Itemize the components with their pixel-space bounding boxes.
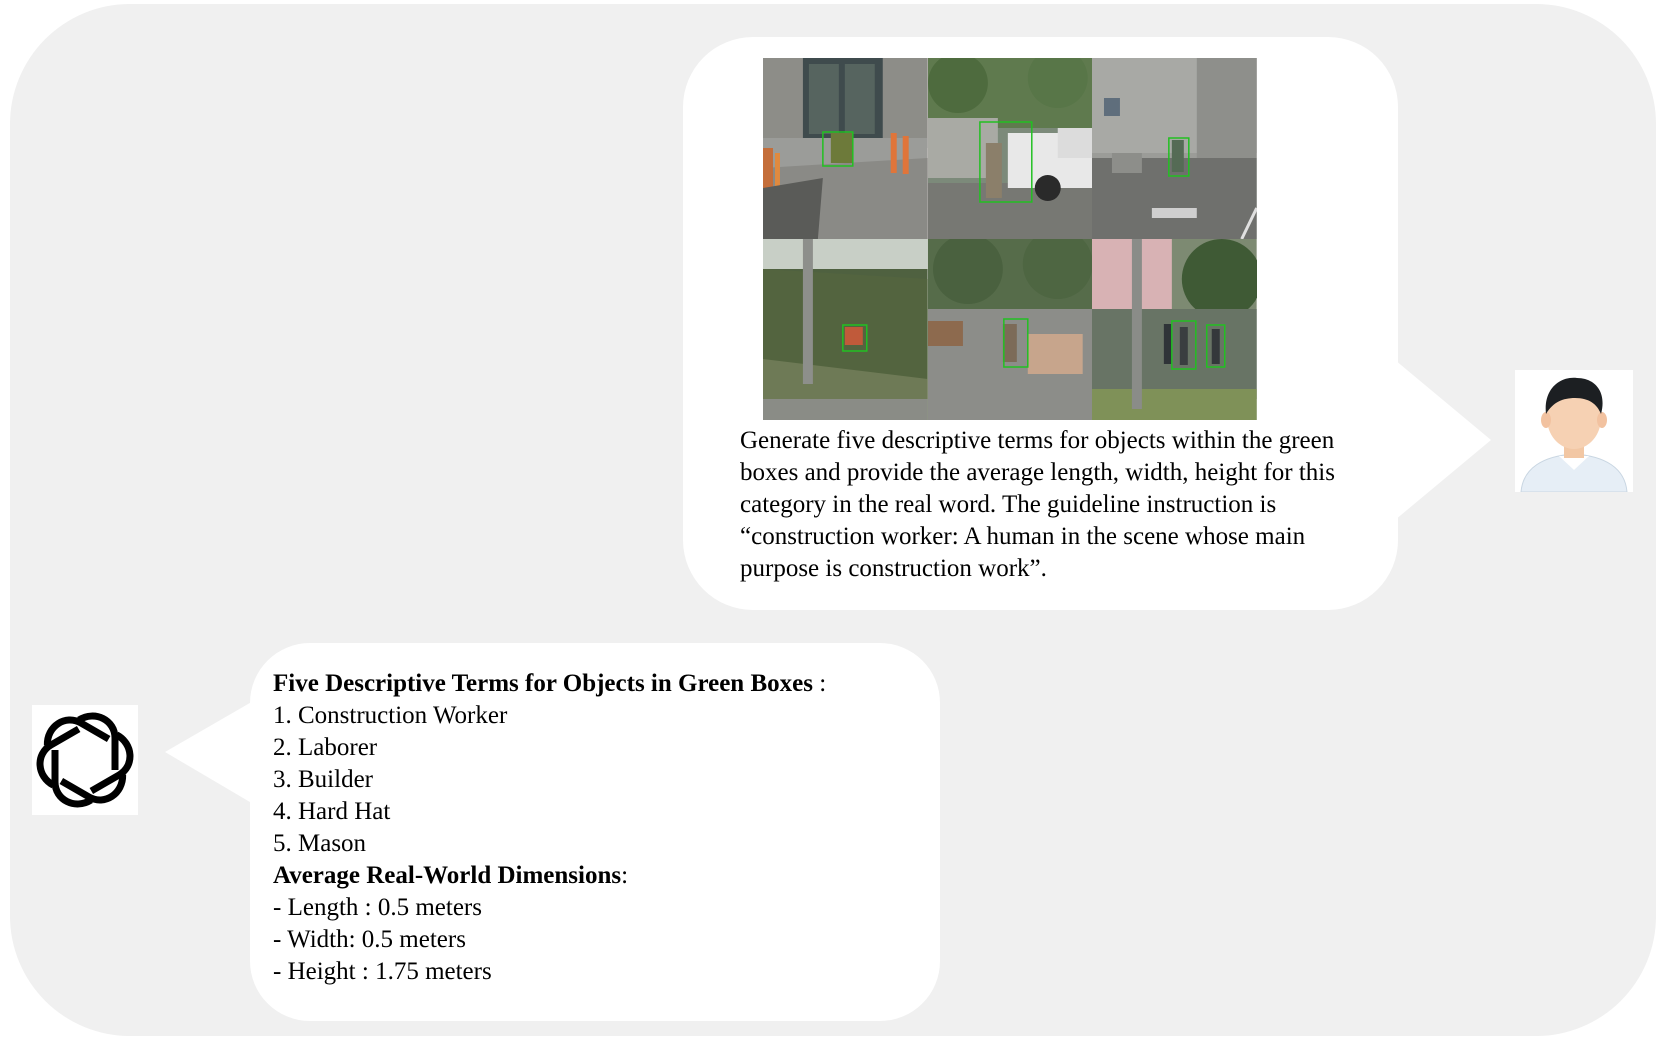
dims-heading-suffix: : (621, 862, 629, 889)
user-bubble-tail (1395, 360, 1491, 520)
dimension-item: - Height : 1.75 meters (273, 958, 492, 985)
terms-heading-suffix: : (812, 670, 827, 697)
prompt-line: category in the real word. The guideline instruction is (740, 491, 1277, 518)
scene-image-rainy-street (1092, 58, 1257, 239)
prompt-line: “construction worker: A human in the scene whose main (740, 523, 1306, 550)
scene-image-grassy-slope (763, 239, 928, 420)
scene-image-workers-pole (1092, 239, 1257, 420)
dims-heading: Average Real-World Dimensions (273, 862, 622, 889)
scene-image-road-barriers (928, 239, 1093, 420)
terms-heading-line (273, 668, 913, 700)
term-item: 3. Builder (273, 766, 373, 793)
scene-image-street-truck (928, 58, 1093, 239)
prompt-line: purpose is construction work”. (740, 555, 1047, 582)
dims-heading-line (273, 860, 913, 892)
openai-logo-icon (32, 705, 138, 815)
prompt-line: boxes and provide the average length, width, height for this (740, 459, 1335, 486)
user-avatar-icon (1515, 370, 1633, 492)
term-item: 5. Mason (273, 830, 367, 857)
terms-heading: Five Descriptive Terms for Objects in Green Boxes (273, 670, 813, 697)
term-item: 2. Laborer (273, 734, 378, 761)
user-prompt-text (740, 425, 1390, 585)
scene-image-grid (763, 58, 1257, 420)
assistant-answer-text (273, 668, 913, 988)
dimension-item: - Length : 0.5 meters (273, 894, 482, 921)
prompt-line: Generate five descriptive terms for objects within the green (740, 427, 1335, 454)
scene-image-construction-site (763, 58, 928, 239)
term-item: 4. Hard Hat (273, 798, 391, 825)
assistant-bubble-tail (165, 700, 255, 805)
dimension-item: - Width: 0.5 meters (273, 926, 466, 953)
term-item: 1. Construction Worker (273, 702, 508, 729)
